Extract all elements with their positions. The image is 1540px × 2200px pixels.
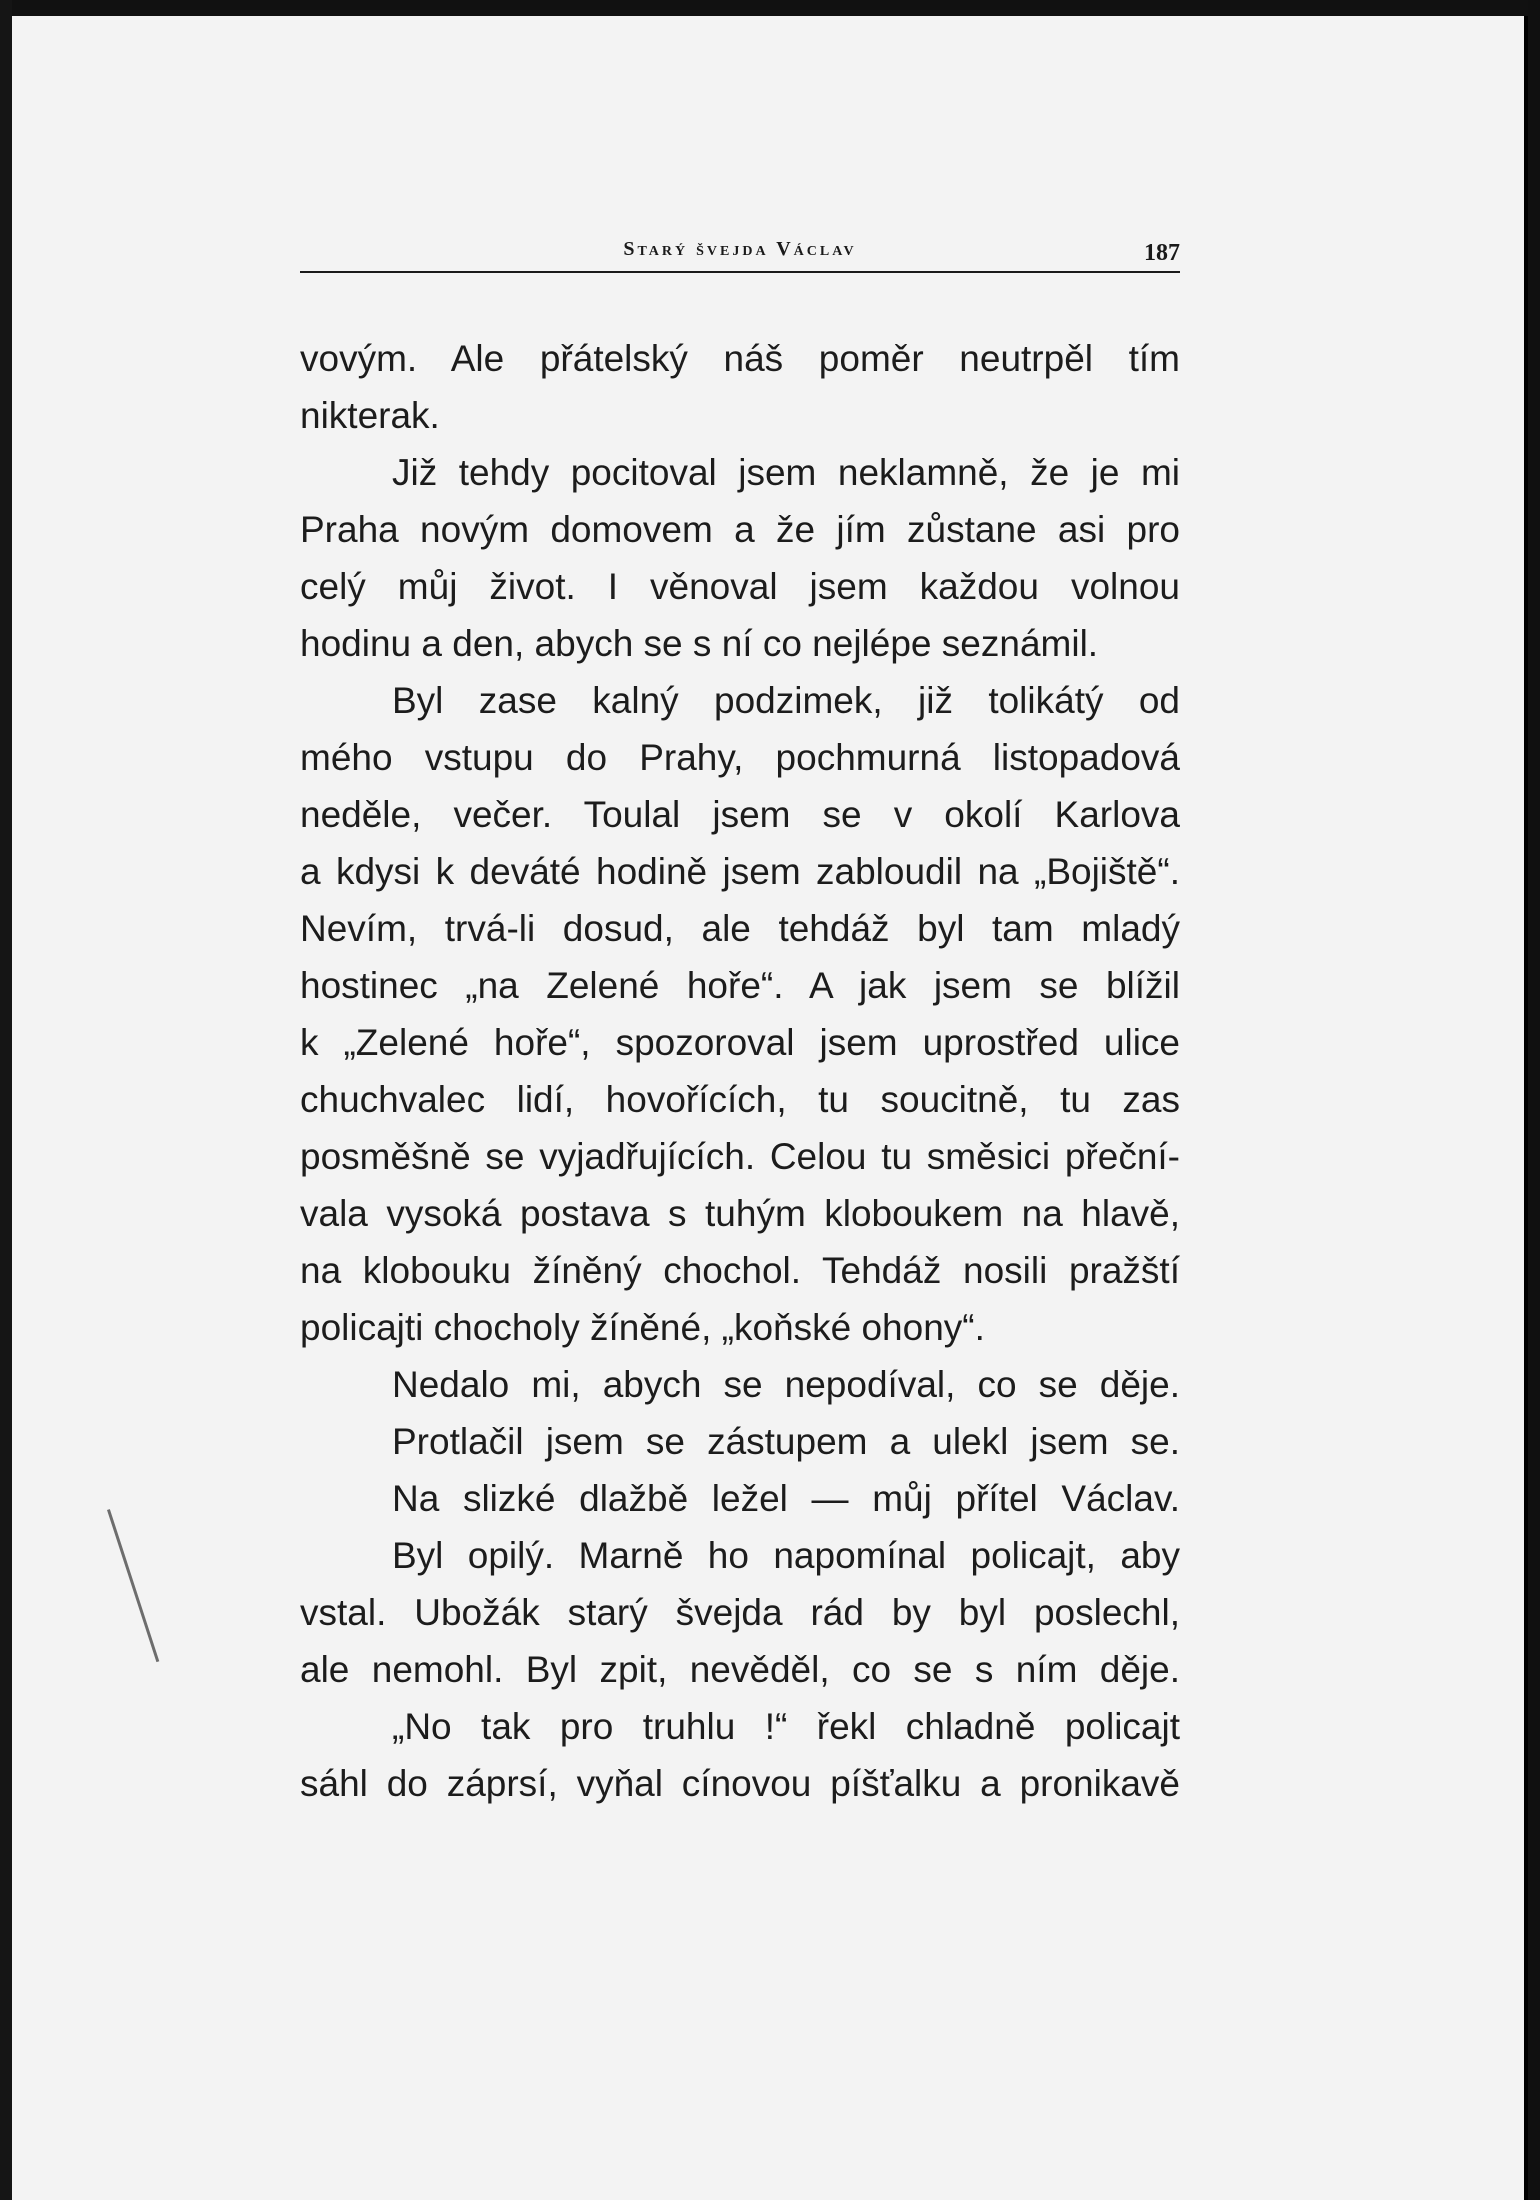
book-page [12, 0, 1524, 2200]
text-line: policajti chocholy žíněné, „koňské ohony“. [300, 1307, 985, 1348]
text-line: posměšně se vyjadřujících. Celou tu směsici přeční- [300, 1136, 1180, 1177]
text-line: Nevím, trvá-li dosud, ale tehdáž byl tam mladý [300, 908, 1180, 949]
text-line: nikterak. [300, 395, 440, 436]
text-line: na klobouku žíněný chochol. Tehdáž nosili pražští [300, 1250, 1180, 1291]
text-line: Protlačil jsem se zástupem a ulekl jsem se. [392, 1421, 1180, 1462]
text-line: chuchvalec lidí, hovořících, tu soucitně, tu zas [300, 1079, 1180, 1120]
text-line: neděle, večer. Toulal jsem se v okolí Karlova [300, 794, 1180, 835]
text-line: Byl opilý. Marně ho napomínal policajt, aby [392, 1535, 1180, 1576]
text-line: Již tehdy pocitoval jsem neklamně, že je mi [392, 452, 1180, 493]
text-line: k „Zelené hoře“, spozoroval jsem uprostřed ulice [300, 1022, 1180, 1063]
header-rule [300, 271, 1180, 273]
pencil-mark [107, 1509, 159, 1662]
body-text [300, 330, 1180, 1812]
text-line: „No tak pro truhlu !“ řekl chladně policajt [392, 1706, 1180, 1747]
text-line: sáhl do záprsí, vyňal cínovou píšťalku a pronikavě [300, 1763, 1180, 1804]
text-line: vstal. Ubožák starý švejda rád by byl poslechl, [300, 1592, 1180, 1633]
scan-right-edge [1528, 0, 1540, 2200]
text-line: Nedalo mi, abych se nepodíval, co se děje. [392, 1364, 1180, 1405]
text-line: Byl zase kalný podzimek, již tolikátý od [392, 680, 1180, 721]
text-line: celý můj život. I věnoval jsem každou volnou [300, 566, 1180, 607]
page-number: 187 [1144, 240, 1180, 266]
running-title: Starý švejda Václav [623, 238, 857, 260]
scan-top-edge [12, 0, 1540, 16]
text-line: hostinec „na Zelené hoře“. A jak jsem se blížil [300, 965, 1180, 1006]
text-line: vala vysoká postava s tuhým kloboukem na hlavě, [300, 1193, 1180, 1234]
text-line: Praha novým domovem a že jím zůstane asi pro [300, 509, 1180, 550]
text-line: Na slizké dlažbě ležel — můj přítel Václav. [392, 1478, 1180, 1519]
text-line: ale nemohl. Byl zpit, nevěděl, co se s ním děje. [300, 1649, 1180, 1690]
text-line: vovým. Ale přátelský náš poměr neutrpěl tím [300, 338, 1180, 379]
text-line: a kdysi k deváté hodině jsem zabloudil na „Bojiště“. [300, 851, 1180, 892]
text-line: hodinu a den, abych se s ní co nejlépe seznámil. [300, 623, 1099, 664]
running-header [300, 238, 1180, 274]
scan-left-edge [0, 0, 12, 2200]
text-line: mého vstupu do Prahy, pochmurná listopadová [300, 737, 1180, 778]
